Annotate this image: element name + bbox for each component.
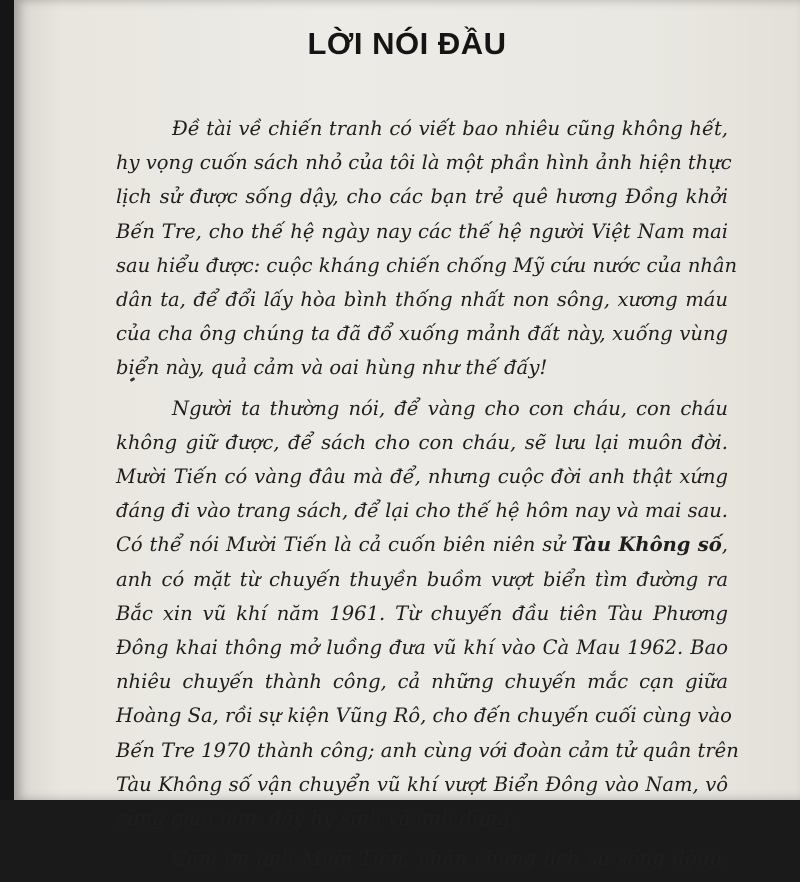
text-line: Mười Tiến có vàng đâu mà để, nhưng cuộc đời anh thật xứng [116,465,728,489]
text-line: cùng gian nan, đầy hy sinh và anh dũng. [116,807,517,831]
text-line-with-bold [116,528,728,562]
text-line: sau hiểu được: cuộc kháng chiến chống Mỹ cứu nước của nhân [116,253,738,277]
bold-title: Tàu Không số [571,533,722,557]
text-line: Đông khai thông mở luồng đưa vũ khí vào Cà Mau 1962. Bao [116,636,728,660]
page-body [116,112,739,882]
text-line: Tàu Không số vận chuyển vũ khí vượt Biển Đông vào Nam, vô [116,772,728,796]
text-line: Hoàng Sa, rồi sự kiện Vũng Rô, cho đến chuyến cuối cùng vào [116,704,732,728]
page-title: LỜI NÓI ĐẦU [307,26,507,61]
text-line: Cám ơn anh Mười Tiến, nhân chứng lịch sử sống động, [172,847,728,871]
text-line: đáng đi vào trang sách, để lại cho thế hệ hôm nay và mai sau. [116,499,728,523]
text-line: hy vọng cuốn sách nhỏ của tôi là một phần hình ảnh hiện thực [116,151,732,175]
text-line: Bến Tre 1970 thành công; anh cùng với đoàn cảm tử quân trên [116,738,739,762]
text-segment: Có thể nói Mười Tiến là cả cuốn biên niên sử [116,533,572,557]
paragraph-3 [116,842,728,876]
text-line: Bắc xin vũ khí năm 1961. Từ chuyến đầu tiên Tàu Phương [116,601,728,625]
text-line: Đề tài về chiến tranh có viết bao nhiêu cũng không hết, [172,117,728,140]
text-line: lịch sử được sống dậy, cho các bạn trẻ quê hương Đồng khởi [116,185,728,209]
text-line: Bến Tre, cho thế hệ ngày nay các thế hệ người Việt Nam mai [116,219,728,243]
paragraph-1 [116,112,738,386]
text-line: của cha ông chúng ta đã đổ xuống mảnh đất này, xuống vùng [116,322,728,346]
book-page [14,0,800,871]
paragraph-2 [116,392,739,837]
text-line: không giữ được, để sách cho con cháu, sẽ lưu lại muôn đời. [116,430,728,454]
text-line: dân ta, để đổi lấy hòa bình thống nhất non sông, xương máu [116,288,728,312]
text-line: biển này, quả cảm và oai hùng như thế đấy! [116,356,548,380]
text-line: Người ta thường nói, để vàng cho con cháu, con cháu [172,396,728,420]
text-segment: , [721,533,728,557]
text-line: anh có mặt từ chuyến thuyền buồm vượt biển tìm đường ra [116,567,728,591]
text-line: nhiêu chuyến thành công, cả những chuyến mắc cạn giữa [116,670,728,694]
